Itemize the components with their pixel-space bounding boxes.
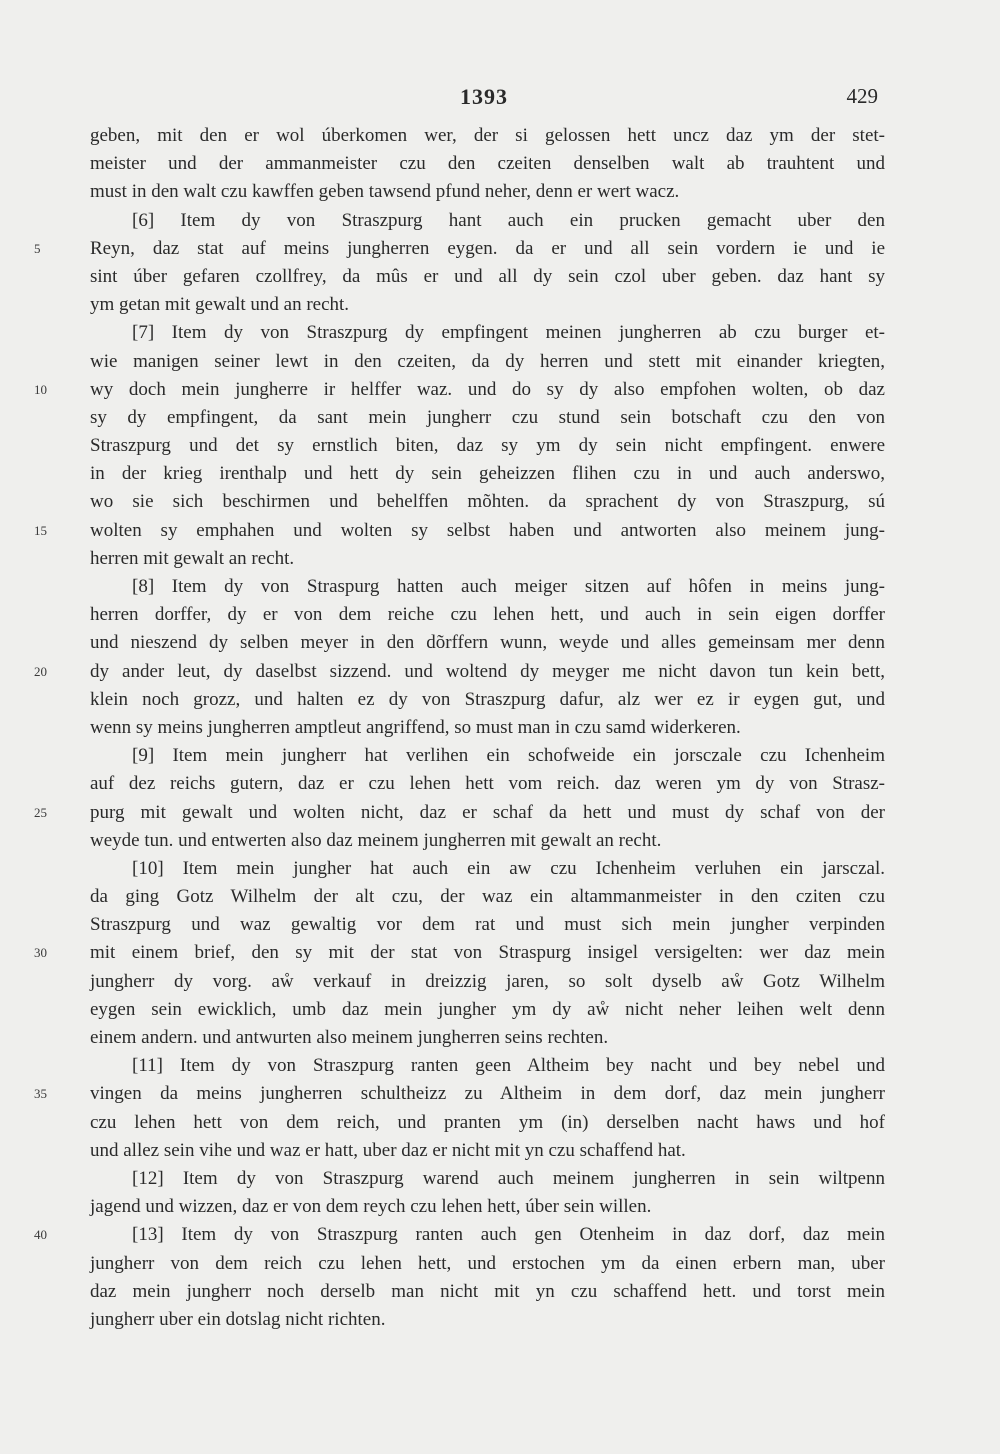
text-line	[90, 1165, 885, 1193]
text-line	[34, 1221, 885, 1249]
line-text: dy ander leut, dy daselbst sizzend. und woltend dy meyger me nicht davon tun kein bett,	[90, 660, 885, 682]
text-line	[34, 376, 885, 404]
page-number: 429	[846, 84, 878, 108]
line-text: jagend und wizzen, daz er von dem reych czu lehen hett, úber sein willen.	[90, 1196, 652, 1218]
line-text: [9] Item mein jungherr hat verlihen ein schofweide ein jorsczale czu Ichenheim	[132, 745, 885, 767]
text-line	[90, 460, 885, 488]
running-head-year: 1393	[460, 84, 508, 109]
line-text: Straszpurg und det sy ernstlich biten, daz sy ym dy sein nicht empfingent. enwere	[90, 435, 885, 457]
line-text: [6] Item dy von Straszpurg hant auch ein prucken gemacht uber den	[132, 209, 885, 231]
line-text: purg mit gewalt und wolten nicht, daz er schaf da hett und must dy schaf von der	[90, 801, 885, 823]
line-text: wo sie sich beschirmen und behelffen mõhten. da sprachent dy von Straszpurg, sú	[90, 491, 885, 513]
line-number: 35	[34, 1086, 47, 1102]
body-text	[34, 122, 885, 1334]
line-text: Reyn, daz stat auf meins jungherren eygen. da er und all sein vordern ie und ie	[90, 237, 885, 259]
text-line	[34, 799, 885, 827]
text-line	[34, 939, 885, 967]
line-text: [10] Item mein jungher hat auch ein aw czu Ichenheim verluhen ein jarsczal.	[132, 857, 885, 879]
text-line	[90, 432, 885, 460]
line-text: wie manigen seiner lewt in den czeiten, da dy herren und stett mit einander kriegten,	[90, 350, 885, 372]
line-text: meister und der ammanmeister czu den czeiten denselben walt ab trauhtent und	[90, 153, 885, 175]
text-line	[90, 207, 885, 235]
line-text: [7] Item dy von Straszpurg dy empfingent meinen jungherren ab czu burger et-	[132, 322, 885, 344]
line-text: herren dorffer, dy er von dem reiche czu lehen hett, und auch in sein eigen dorffer	[90, 604, 885, 626]
text-line	[90, 545, 885, 573]
line-text: jungherr von dem reich czu lehen hett, und erstochen ym da einen erbern man, uber	[90, 1252, 885, 1274]
line-text: und nieszend dy selben meyer in den dõrffern wunn, weyde und alles gemeinsam mer denn	[90, 632, 885, 654]
line-text: vingen da meins jungherren schultheizz zu Altheim in dem dorf, daz mein jungherr	[90, 1083, 885, 1105]
text-line	[90, 883, 885, 911]
line-number: 40	[34, 1227, 47, 1243]
text-line	[90, 150, 885, 178]
line-text: weyde tun. und entwerten also daz meinem jungherren mit gewalt an recht.	[90, 829, 662, 851]
text-line	[90, 1306, 885, 1334]
text-line	[90, 1278, 885, 1306]
line-text: in der krieg irenthalp und hett dy sein geheizzen flihen czu in und auch anderswo,	[90, 463, 885, 485]
text-line	[90, 1137, 885, 1165]
line-text: auf dez reichs gutern, daz er czu lehen hett vom reich. daz weren ym dy von Strasz-	[90, 773, 885, 795]
line-text: eygen sein ewicklich, umb daz mein jungher ym dy aẘ nicht neher leihen welt denn	[90, 998, 885, 1020]
text-line	[90, 855, 885, 883]
line-text: daz mein jungherr noch derselb man nicht mit yn czu schaffend hett. und torst mein	[90, 1280, 885, 1302]
line-text: jungherr dy vorg. aẘ verkauf in dreizzig jaren, so solt dyselb aẘ Gotz Wilhelm	[90, 970, 885, 992]
line-text: mit einem brief, den sy mit der stat von Straspurg insigel versigelten: wer daz mein	[90, 942, 885, 964]
text-line	[90, 263, 885, 291]
text-line	[90, 573, 885, 601]
line-text: [11] Item dy von Straszpurg ranten geen Altheim bey nacht und bey nebel und	[132, 1055, 885, 1077]
line-text: [8] Item dy von Strаspurg hatten auch meiger sitzen auf hôfen in meins jung-	[132, 576, 885, 597]
text-line	[90, 714, 885, 742]
text-line	[90, 968, 885, 996]
text-line	[90, 291, 885, 319]
text-line	[90, 1193, 885, 1221]
text-line	[90, 178, 885, 206]
page-header	[0, 84, 1000, 114]
line-text: sy dy empfingent, da sant mein jungherr czu stund sein botschaft czu den von	[90, 406, 885, 428]
line-text: klein noch grozz, und halten ez dy von Straszpurg dafur, alz wer ez ir eygen gut, und	[90, 688, 885, 710]
text-line	[90, 122, 885, 150]
line-text: ym getan mit gewalt und an recht.	[90, 294, 350, 316]
line-text: [13] Item dy von Straszpurg ranten auch gen Otenheim in daz dorf, daz mein	[132, 1224, 885, 1246]
line-text: und allez sein vihe und waz er hatt, uber daz er nicht mit yn czu schaffend hat.	[90, 1139, 686, 1161]
line-number: 20	[34, 663, 47, 679]
line-text: wy doch mein jungherre ir helffer waz. und do sy dy also empfohen wolten, ob daz	[90, 378, 885, 400]
line-number: 30	[34, 945, 47, 961]
line-number: 10	[34, 381, 47, 397]
text-line	[90, 319, 885, 347]
line-text: [12] Item dy von Straszpurg warend auch meinem jungherren in sein wiltpenn	[132, 1167, 885, 1189]
line-text: wenn sy meins jungherren amptleut angriffend, so must man in czu samd widerkeren.	[90, 716, 741, 738]
line-text: einem andern. und antwurten also meinem jungherren seins rechten.	[90, 1027, 609, 1048]
text-line	[90, 1250, 885, 1278]
line-text: da ging Gotz Wilhelm der alt czu, der waz ein altammanmeister in den cziten czu	[90, 886, 885, 908]
text-line	[90, 996, 885, 1024]
text-line	[34, 235, 885, 263]
text-line	[90, 348, 885, 376]
text-line	[90, 827, 885, 855]
line-text: wolten sy emphahen und wolten sy selbst haben und antworten also meinem jung-	[90, 519, 885, 541]
text-line	[90, 1024, 885, 1052]
line-number: 5	[34, 240, 41, 256]
text-line	[90, 1052, 885, 1080]
text-line	[34, 658, 885, 686]
line-text: herren mit gewalt an recht.	[90, 547, 295, 569]
line-text: geben, mit den er wol úberkomen wer, der si gelossen hett uncz daz ym der stet-	[90, 125, 885, 146]
text-line	[90, 911, 885, 939]
text-line	[90, 742, 885, 770]
line-text: must in den walt czu kawffen geben tawsend pfund neher, denn er wert wacz.	[90, 181, 680, 203]
line-number: 25	[34, 804, 47, 820]
line-text: jungherr uber ein dotslag nicht richten.	[90, 1308, 386, 1330]
text-line	[90, 686, 885, 714]
text-line	[90, 770, 885, 798]
line-number: 15	[34, 522, 47, 538]
text-line	[34, 517, 885, 545]
line-text: Straszpurg und waz gewaltig vor dem rat und must sich mein jungher verpinden	[90, 914, 885, 936]
text-line	[90, 601, 885, 629]
text-line	[90, 1109, 885, 1137]
text-line	[90, 629, 885, 657]
text-line	[34, 1080, 885, 1108]
line-text: czu lehen hett von dem reich, und pranten ym (in) derselben nacht haws und hof	[90, 1111, 885, 1133]
text-line	[90, 488, 885, 516]
text-line	[90, 404, 885, 432]
line-text: sint úber gefaren czollfrey, da mûs er und all dy sein czol uber geben. daz hant sy	[90, 265, 885, 287]
